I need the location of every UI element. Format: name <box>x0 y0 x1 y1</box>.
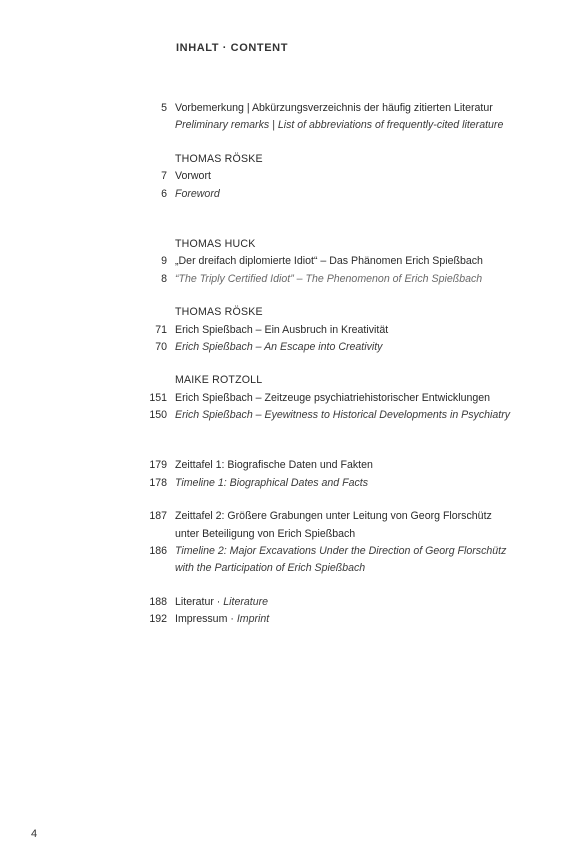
toc-author: THOMAS RÖSKE <box>175 306 263 319</box>
toc-section <box>0 508 585 578</box>
toc-page-number: 5 <box>161 102 167 114</box>
toc-section <box>0 594 585 629</box>
toc-entry[interactable] <box>0 339 585 356</box>
page-number: 4 <box>31 828 38 840</box>
toc-title-english: Foreword <box>175 187 220 200</box>
toc-title-english: Erich Spießbach – Eyewitness to Historical Developments in Psychiatry <box>175 409 511 422</box>
toc-entry[interactable] <box>0 390 585 407</box>
toc-page-number: 188 <box>149 595 167 608</box>
toc-entry[interactable] <box>0 407 585 424</box>
toc-page-number: 192 <box>149 613 167 626</box>
toc-title: Erich Spießbach – Zeitzeuge psychiatriehistorischer Entwicklungen <box>175 391 491 404</box>
table-of-contents <box>0 100 585 629</box>
toc-entry[interactable] <box>0 322 585 339</box>
toc-author: MAIKE ROTZOLL <box>175 374 263 387</box>
toc-page-number: 151 <box>149 391 167 404</box>
toc-title: Vorbemerkung | Abkürzungsverzeichnis der häufig zitierten Literatur <box>175 102 493 114</box>
toc-title-english: Preliminary remarks | List of abbreviations of frequently-cited literature <box>175 119 504 132</box>
toc-section <box>0 151 585 203</box>
toc-title: Vorwort <box>175 170 211 183</box>
toc-title: Erich Spießbach – Ein Ausbruch in Kreativität <box>175 323 389 336</box>
toc-title-english: with the Participation of Erich Spießbach <box>175 562 366 575</box>
toc-page-number: 70 <box>155 340 167 353</box>
toc-page-number: 9 <box>161 255 167 268</box>
toc-section <box>0 372 585 424</box>
toc-entry[interactable] <box>0 186 585 203</box>
toc-entry[interactable] <box>0 100 585 117</box>
toc-section <box>0 100 585 135</box>
toc-page-number: 179 <box>149 459 167 472</box>
toc-page-number: 71 <box>155 323 167 336</box>
toc-page-number: 150 <box>149 409 167 422</box>
toc-entry[interactable] <box>0 543 585 560</box>
toc-entry[interactable] <box>0 594 585 611</box>
toc-title-english: Erich Spießbach – An Escape into Creativity <box>175 340 383 353</box>
toc-entry[interactable] <box>0 508 585 525</box>
toc-entry[interactable] <box>0 611 585 628</box>
toc-entry[interactable] <box>0 457 585 474</box>
toc-title-english: Timeline 2: Major Excavations Under the Direction of Georg Florschütz <box>175 545 507 558</box>
toc-title-english: Literature <box>223 595 269 608</box>
toc-title-german: Literatur · <box>175 595 224 608</box>
toc-section <box>0 457 585 492</box>
toc-author: THOMAS RÖSKE <box>175 152 263 165</box>
page-heading: INHALT · CONTENT <box>176 42 289 54</box>
toc-entry[interactable] <box>0 168 585 185</box>
toc-entry[interactable] <box>0 253 585 270</box>
toc-section <box>0 236 585 288</box>
toc-title <box>175 611 269 628</box>
toc-title-english: “The Triply Certified Idiot” – The Phenomenon of Erich Spießbach <box>175 272 483 285</box>
toc-entry[interactable] <box>0 117 585 134</box>
toc-title-english: Timeline 1: Biographical Dates and Facts <box>175 476 369 489</box>
toc-entry-continued <box>0 526 585 543</box>
toc-page-number: 186 <box>149 545 167 558</box>
toc-page-number: 8 <box>161 272 167 285</box>
toc-section <box>0 304 585 356</box>
toc-author: THOMAS HUCK <box>175 237 256 250</box>
toc-title <box>175 594 268 611</box>
toc-title: Zeittafel 2: Größere Grabungen unter Leitung von Georg Florschütz <box>175 510 492 523</box>
toc-title-english: Imprint <box>236 613 270 626</box>
toc-entry[interactable] <box>0 475 585 492</box>
toc-entry[interactable] <box>0 271 585 288</box>
toc-title: unter Beteiligung von Erich Spießbach <box>175 527 356 540</box>
toc-title: Zeittafel 1: Biografische Daten und Fakten <box>175 459 373 472</box>
toc-page-number: 178 <box>149 476 167 489</box>
toc-entry-continued <box>0 560 585 577</box>
toc-title-german: Impressum · <box>175 613 237 626</box>
toc-page-number: 6 <box>161 187 167 200</box>
toc-page-number: 187 <box>149 510 167 523</box>
toc-page-number: 7 <box>161 170 167 183</box>
toc-title: „Der dreifach diplomierte Idiot“ – Das Phänomen Erich Spießbach <box>175 255 483 268</box>
